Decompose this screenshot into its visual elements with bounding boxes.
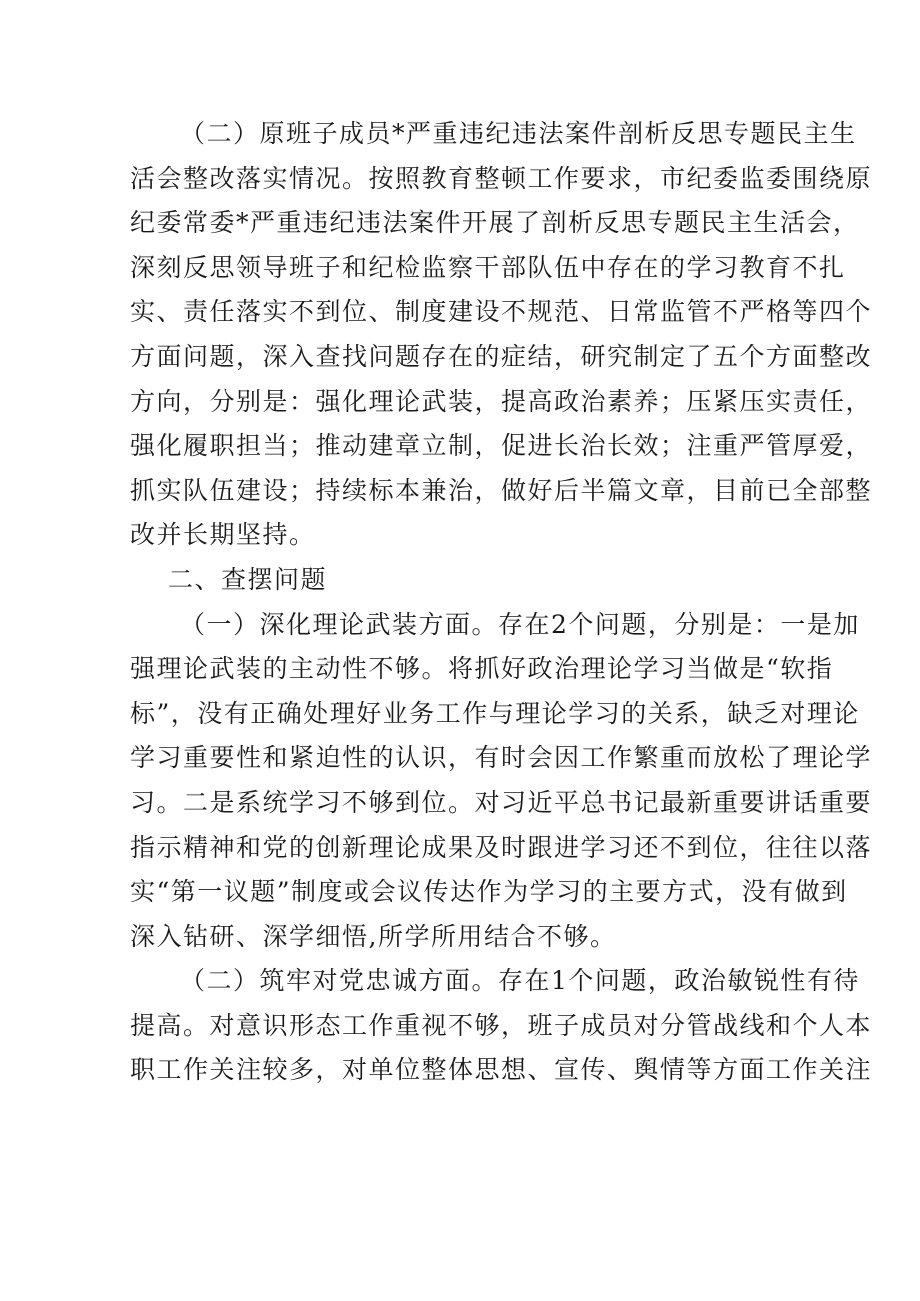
- paragraph-line: 纪委常委*严重违纪违法案件开展了剖析反思专题民主生活会，: [130, 208, 860, 238]
- paragraph-line: 深刻反思领导班子和纪检监察干部队伍中存在的学习教育不扎: [130, 252, 846, 282]
- paragraph-line: 学习重要性和紧迫性的认识，有时会因工作繁重而放松了理论学: [130, 743, 873, 773]
- paragraph-line: 抓实队伍建设；持续标本兼治，做好后半篇文章，目前已全部整: [130, 475, 873, 505]
- paragraph-line: 方向，分别是：强化理论武装，提高政治素养；压紧压实责任，: [130, 386, 873, 416]
- paragraph-line: 习。二是系统学习不够到位。对习近平总书记最新重要讲话重要: [130, 787, 873, 817]
- paragraph-line: 强化履职担当；推动建章立制，促进长治长效；注重严管厚爱，: [130, 431, 873, 461]
- paragraph-line: 强理论武装的主动性不够。将抓好政治理论学习当做是“软指: [130, 654, 834, 684]
- paragraph-line: 标”，没有正确处理好业务工作与理论学习的关系，缺乏对理论: [130, 698, 860, 728]
- paragraph-line: 改并长期坚持。: [130, 520, 316, 550]
- paragraph-line: （二）原班子成员*严重违纪违法案件剖析反思专题民主生: [180, 119, 857, 148]
- section-heading: 二、查摆问题: [168, 564, 328, 594]
- paragraph-line: 实“第一议题”制度或会议传达作为学习的主要方式，没有做到: [130, 877, 848, 907]
- paragraph-line: 指示精神和党的创新理论成果及时跟进学习还不到位，往往以落: [130, 832, 873, 862]
- paragraph-line: （一）深化理论武装方面。存在2个问题，分别是：一是加: [180, 609, 860, 639]
- paragraph-line: 职工作关注较多，对单位整体思想、宣传、舆情等方面工作关注: [130, 1055, 873, 1085]
- paragraph-line: 方面问题，深入查找问题存在的症结，研究制定了五个方面整改: [130, 341, 873, 371]
- paragraph-line: 深入钻研、深学细悟,所学所用结合不够。: [130, 921, 617, 951]
- paragraph-line: 提高。对意识形态工作重视不够，班子成员对分管战线和个人本: [130, 1010, 873, 1040]
- paragraph-line: （二）筑牢对党忠诚方面。存在1个问题，政治敏锐性有待: [180, 966, 860, 996]
- paragraph-line: 实、责任落实不到位、制度建设不规范、日常监管不严格等四个: [130, 297, 873, 327]
- document-body: [130, 112, 873, 1093]
- paragraph-line: 活会整改落实情况。按照教育整顿工作要求，市纪委监委围绕原: [130, 163, 873, 193]
